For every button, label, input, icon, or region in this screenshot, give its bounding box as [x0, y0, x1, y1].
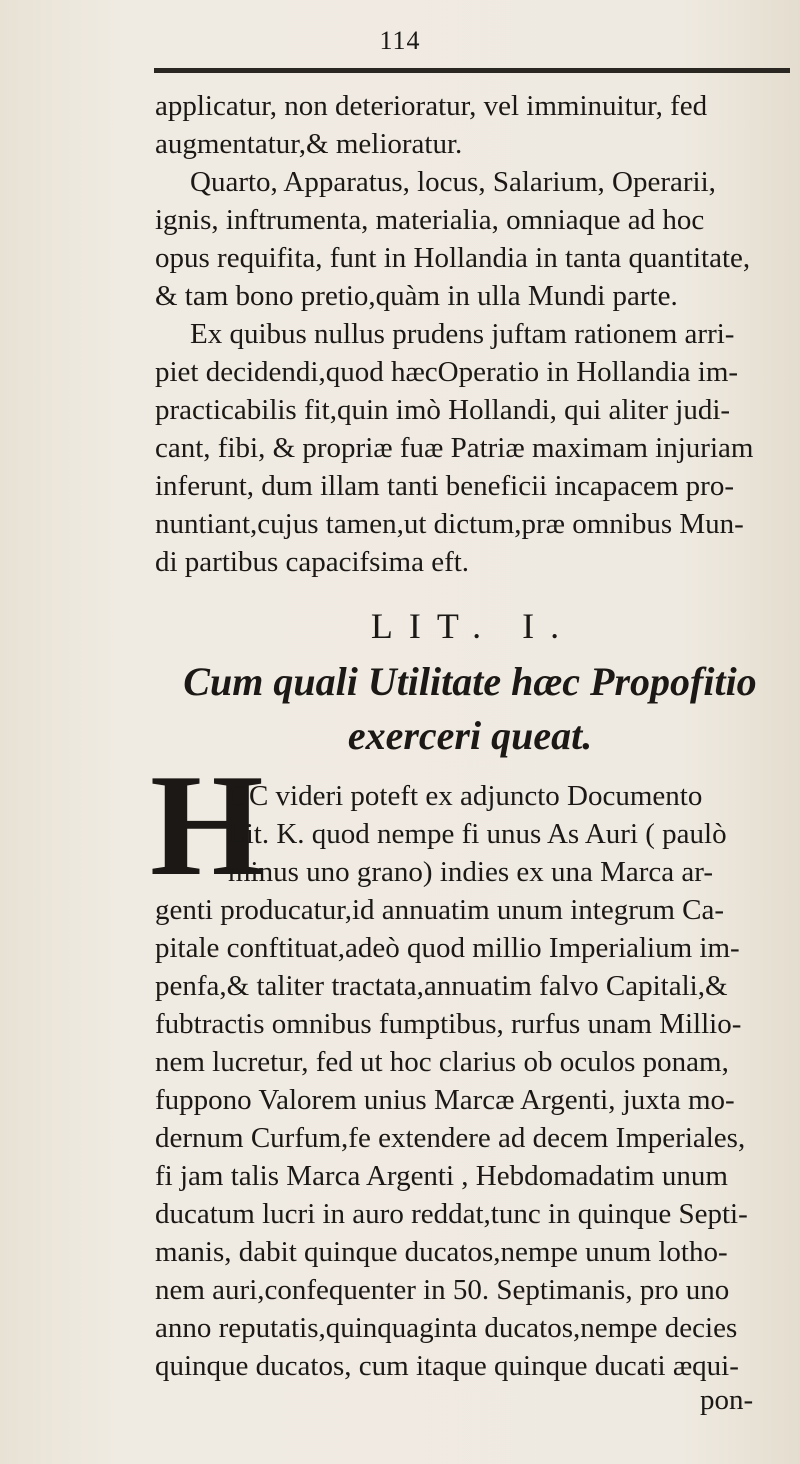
text-line: anno reputatis,quinquaginta ducatos,nempe decies [155, 1312, 738, 1344]
text-line: nuntiant,cujus tamen,ut dictum,præ omnibus Mun- [155, 508, 744, 540]
drop-cap: H [150, 744, 264, 906]
text-line: quinque ducatos, cum itaque quinque ducati æqui- [155, 1350, 739, 1382]
header-rule [154, 68, 790, 73]
catchword: pon- [700, 1384, 754, 1416]
title-line-2: exerceri queat. [347, 713, 593, 758]
text-line: Quarto, Apparatus, locus, Salarium, Operarii, [190, 166, 716, 198]
text-line: inferunt, dum illam tanti beneficii incapacem pro- [155, 470, 734, 502]
text-line: piet decidendi,quod hæcOperatio in Hollandia im- [155, 356, 739, 388]
text-line: pitale conftituat,adeò quod millio Imperialium im- [155, 932, 740, 964]
text-line: cant, fibi, & propriæ fuæ Patriæ maximam injuriam [155, 432, 754, 464]
text-line: ducatum lucri in auro reddat,tunc in quinque Septi- [155, 1198, 748, 1230]
text-line: minus uno grano) indies ex una Marca ar- [228, 856, 714, 888]
text-line: fuppono Valorem unius Marcæ Argenti, juxta mo- [155, 1084, 735, 1116]
text-line: penfa,& taliter tractata,annuatim falvo Capitali,& [155, 970, 728, 1002]
text-line: manis, dabit quinque ducatos,nempe unum lotho- [155, 1236, 728, 1268]
text-line: di partibus capacifsima eft. [155, 546, 470, 578]
text-line: ignis, inftrumenta, materialia, omniaque ad hoc [155, 204, 705, 236]
title-line-1: Cum quali Utilitate hæc Propofitio [183, 659, 757, 704]
text-line: genti producatur,id annuatim unum integrum Ca- [155, 894, 725, 926]
text-line: practicabilis fit,quin imò Hollandi, qui aliter judi- [155, 394, 731, 426]
text-line: & tam bono pretio,quàm in ulla Mundi parte. [155, 280, 678, 312]
text-line: dernum Curfum,fe extendere ad decem Imperiales, [155, 1122, 746, 1154]
text-line: Lit. K. quod nempe fi unus As Auri ( paulò [228, 818, 727, 850]
text-line: opus requifita, funt in Hollandia in tanta quantitate, [155, 242, 751, 274]
text-line: nem auri,confequenter in 50. Septimanis, pro uno [155, 1274, 730, 1306]
text-line: fi jam talis Marca Argenti , Hebdomadatim unum [155, 1160, 728, 1192]
text-line: augmentatur,& melioratur. [155, 128, 463, 160]
text-line: fubtractis omnibus fumptibus, rurfus unam Millio- [155, 1008, 742, 1040]
page-number: 114 [379, 26, 421, 55]
text-line: applicatur, non deterioratur, vel imminuitur, fed [155, 90, 708, 122]
text-line: OC videri poteft ex adjuncto Documento [228, 780, 703, 812]
section-heading: LIT. I. [370, 606, 576, 646]
text-line: nem lucretur, fed ut hoc clarius ob oculos ponam, [155, 1046, 729, 1078]
text-line: Ex quibus nullus prudens juftam rationem arri- [190, 318, 735, 350]
